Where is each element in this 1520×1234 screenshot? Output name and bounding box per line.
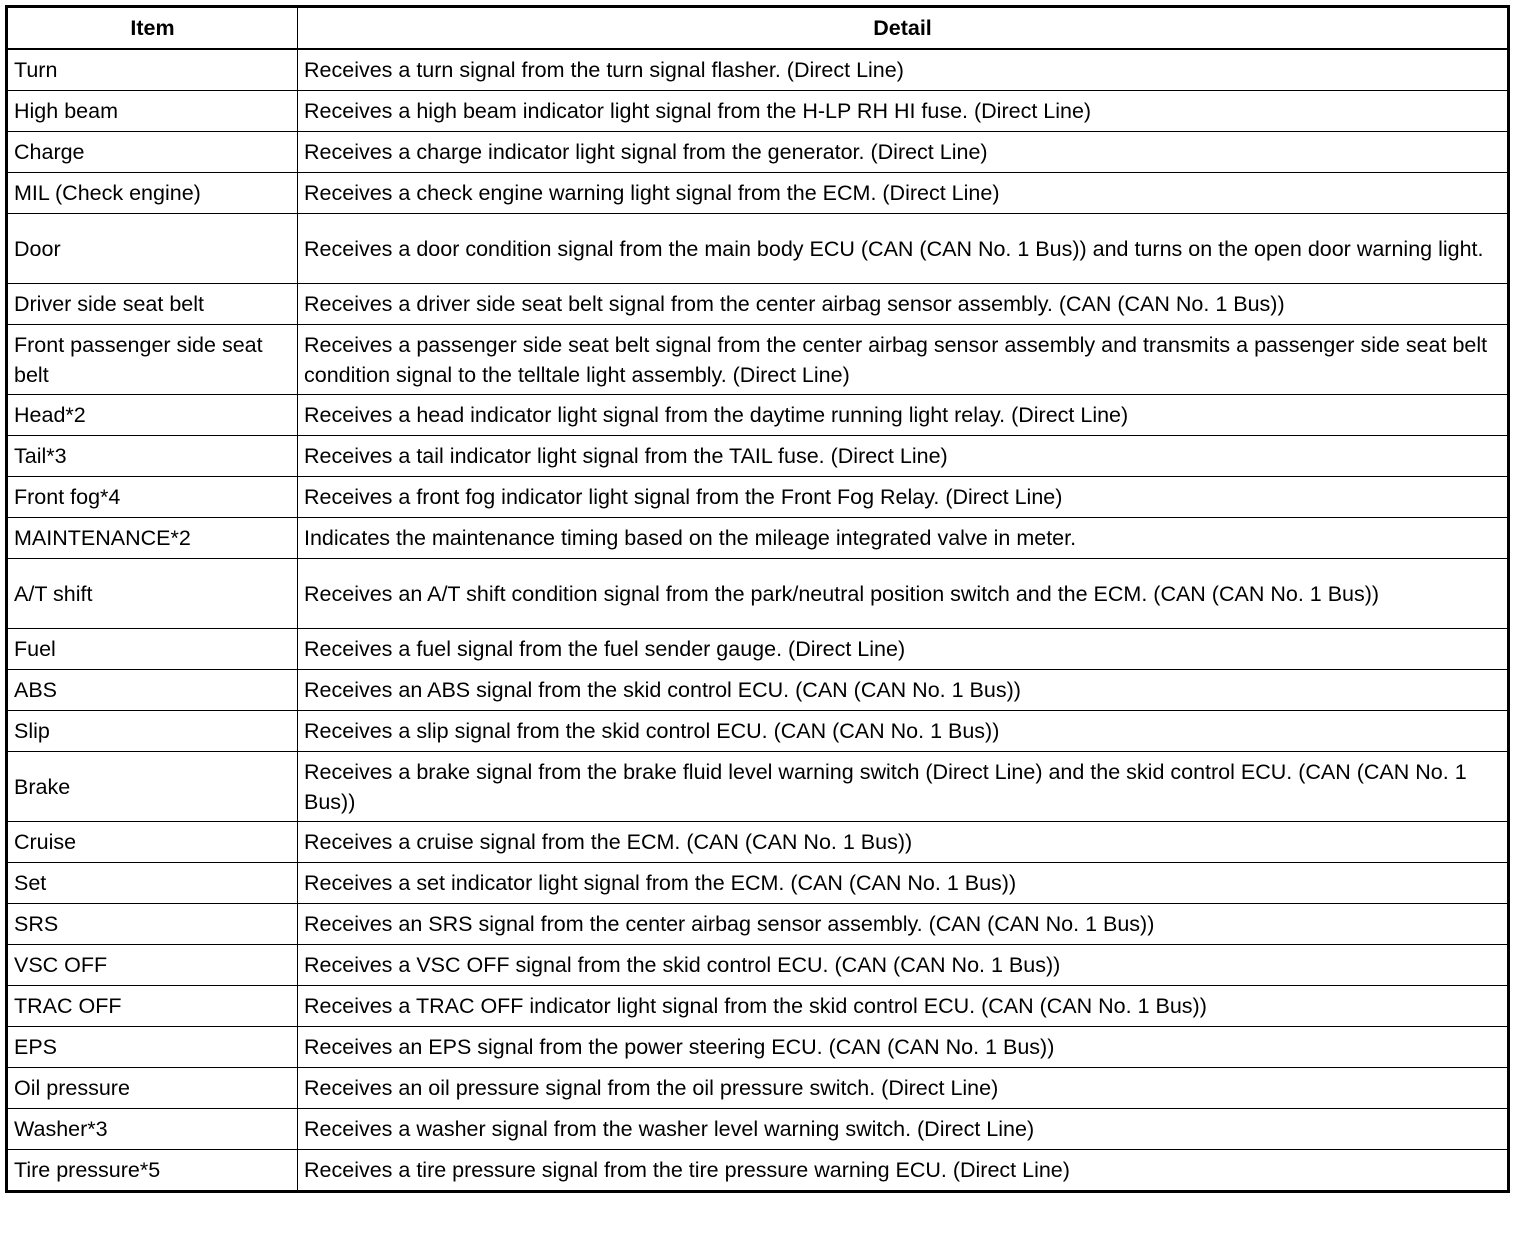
table-row bbox=[7, 173, 1509, 214]
detail-cell: Receives a cruise signal from the ECM. (CAN (CAN No. 1 Bus)) bbox=[298, 822, 1509, 863]
detail-cell: Receives an EPS signal from the power steering ECU. (CAN (CAN No. 1 Bus)) bbox=[298, 1027, 1509, 1068]
detail-cell: Receives a set indicator light signal from the ECM. (CAN (CAN No. 1 Bus)) bbox=[298, 863, 1509, 904]
detail-cell: Receives a charge indicator light signal from the generator. (Direct Line) bbox=[298, 132, 1509, 173]
table-row bbox=[7, 132, 1509, 173]
item-cell: Turn bbox=[7, 49, 298, 91]
table-row bbox=[7, 477, 1509, 518]
detail-cell: Indicates the maintenance timing based on the mileage integrated valve in meter. bbox=[298, 518, 1509, 559]
detail-cell: Receives a head indicator light signal from the daytime running light relay. (Direct Line) bbox=[298, 395, 1509, 436]
table-row bbox=[7, 863, 1509, 904]
item-cell: Set bbox=[7, 863, 298, 904]
table-row bbox=[7, 1109, 1509, 1150]
item-cell: Fuel bbox=[7, 629, 298, 670]
item-cell: Head*2 bbox=[7, 395, 298, 436]
detail-cell: Receives a TRAC OFF indicator light signal from the skid control ECU. (CAN (CAN No. 1 Bus)) bbox=[298, 986, 1509, 1027]
detail-cell: Receives a brake signal from the brake fluid level warning switch (Direct Line) and the skid control ECU. (CAN (CAN No. 1 Bus)) bbox=[298, 752, 1509, 822]
item-cell: SRS bbox=[7, 904, 298, 945]
table-row bbox=[7, 752, 1509, 822]
table-row bbox=[7, 91, 1509, 132]
detail-cell: Receives a slip signal from the skid control ECU. (CAN (CAN No. 1 Bus)) bbox=[298, 711, 1509, 752]
table-row bbox=[7, 670, 1509, 711]
table-row bbox=[7, 214, 1509, 284]
table-row bbox=[7, 986, 1509, 1027]
item-cell: MAINTENANCE*2 bbox=[7, 518, 298, 559]
table-row bbox=[7, 1150, 1509, 1192]
item-cell: Tire pressure*5 bbox=[7, 1150, 298, 1192]
column-header-item: Item bbox=[7, 7, 298, 50]
item-cell: Washer*3 bbox=[7, 1109, 298, 1150]
table-row bbox=[7, 711, 1509, 752]
item-cell: MIL (Check engine) bbox=[7, 173, 298, 214]
table-row bbox=[7, 1027, 1509, 1068]
detail-cell: Receives an A/T shift condition signal from the park/neutral position switch and the ECM. (CAN (CAN No. 1 Bus)) bbox=[298, 559, 1509, 629]
table-row bbox=[7, 325, 1509, 395]
table-row bbox=[7, 284, 1509, 325]
indicator-detail-table bbox=[5, 5, 1510, 1193]
table-row bbox=[7, 49, 1509, 91]
item-cell: Brake bbox=[7, 752, 298, 822]
detail-cell: Receives a tail indicator light signal from the TAIL fuse. (Direct Line) bbox=[298, 436, 1509, 477]
item-cell: VSC OFF bbox=[7, 945, 298, 986]
item-cell: High beam bbox=[7, 91, 298, 132]
header-row bbox=[7, 7, 1509, 50]
detail-cell: Receives a passenger side seat belt signal from the center airbag sensor assembly and transmits a passenger side seat belt condition signal to the telltale light assembly. (Direct Line) bbox=[298, 325, 1509, 395]
detail-cell: Receives a tire pressure signal from the tire pressure warning ECU. (Direct Line) bbox=[298, 1150, 1509, 1192]
table-row bbox=[7, 945, 1509, 986]
table-row bbox=[7, 822, 1509, 863]
item-cell: Oil pressure bbox=[7, 1068, 298, 1109]
detail-cell: Receives an SRS signal from the center airbag sensor assembly. (CAN (CAN No. 1 Bus)) bbox=[298, 904, 1509, 945]
detail-cell: Receives a door condition signal from the main body ECU (CAN (CAN No. 1 Bus)) and turns on the open door warning light. bbox=[298, 214, 1509, 284]
item-cell: Cruise bbox=[7, 822, 298, 863]
table-row bbox=[7, 904, 1509, 945]
item-cell: Front passenger side seat belt bbox=[7, 325, 298, 395]
item-cell: EPS bbox=[7, 1027, 298, 1068]
detail-cell: Receives a front fog indicator light signal from the Front Fog Relay. (Direct Line) bbox=[298, 477, 1509, 518]
detail-cell: Receives a washer signal from the washer level warning switch. (Direct Line) bbox=[298, 1109, 1509, 1150]
table-row bbox=[7, 395, 1509, 436]
item-cell: Charge bbox=[7, 132, 298, 173]
detail-cell: Receives a fuel signal from the fuel sender gauge. (Direct Line) bbox=[298, 629, 1509, 670]
detail-cell: Receives an ABS signal from the skid control ECU. (CAN (CAN No. 1 Bus)) bbox=[298, 670, 1509, 711]
table-row bbox=[7, 1068, 1509, 1109]
table-row bbox=[7, 629, 1509, 670]
detail-cell: Receives a driver side seat belt signal from the center airbag sensor assembly. (CAN (CAN No. 1 Bus)) bbox=[298, 284, 1509, 325]
item-cell: Driver side seat belt bbox=[7, 284, 298, 325]
detail-cell: Receives a VSC OFF signal from the skid control ECU. (CAN (CAN No. 1 Bus)) bbox=[298, 945, 1509, 986]
item-cell: ABS bbox=[7, 670, 298, 711]
detail-cell: Receives an oil pressure signal from the oil pressure switch. (Direct Line) bbox=[298, 1068, 1509, 1109]
item-cell: A/T shift bbox=[7, 559, 298, 629]
item-cell: Slip bbox=[7, 711, 298, 752]
indicator-table-container bbox=[5, 5, 1507, 1193]
table-row bbox=[7, 436, 1509, 477]
item-cell: Front fog*4 bbox=[7, 477, 298, 518]
detail-cell: Receives a turn signal from the turn signal flasher. (Direct Line) bbox=[298, 49, 1509, 91]
table-row bbox=[7, 518, 1509, 559]
detail-cell: Receives a high beam indicator light signal from the H-LP RH HI fuse. (Direct Line) bbox=[298, 91, 1509, 132]
column-header-detail: Detail bbox=[298, 7, 1509, 50]
item-cell: Tail*3 bbox=[7, 436, 298, 477]
detail-cell: Receives a check engine warning light signal from the ECM. (Direct Line) bbox=[298, 173, 1509, 214]
item-cell: TRAC OFF bbox=[7, 986, 298, 1027]
table-row bbox=[7, 559, 1509, 629]
item-cell: Door bbox=[7, 214, 298, 284]
